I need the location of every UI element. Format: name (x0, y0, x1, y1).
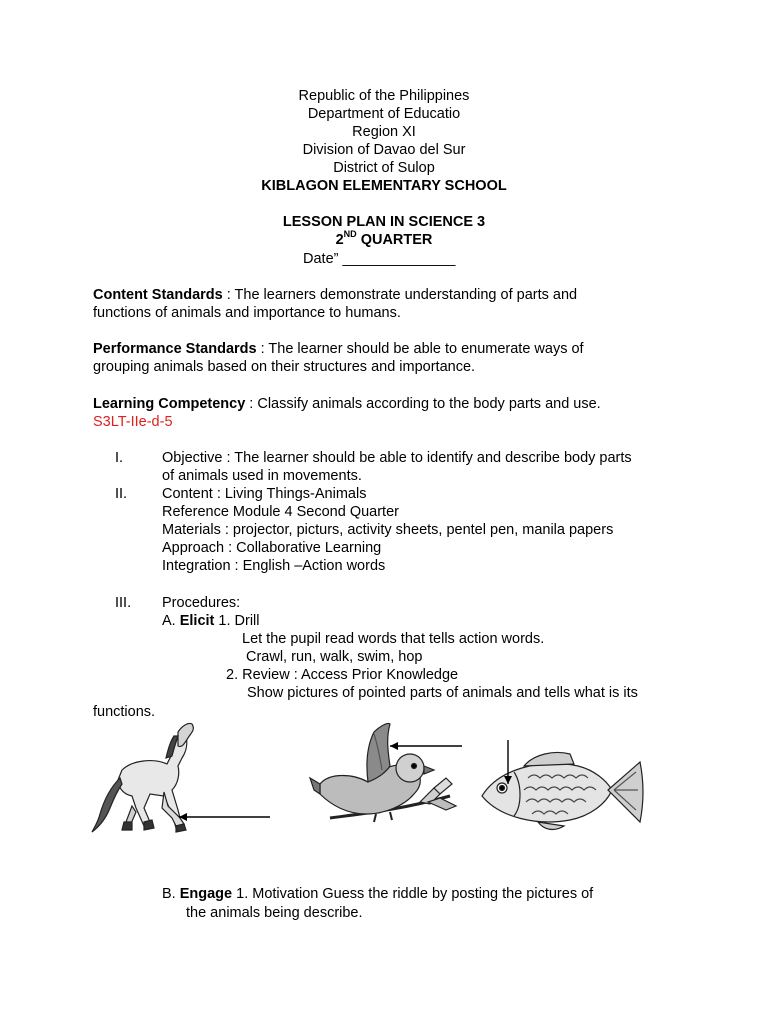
procedure-a-letter: A. (162, 613, 180, 629)
header-district: District of Sulop (333, 160, 435, 176)
content-standards-label: Content Standards (93, 287, 223, 303)
content-line4: Approach : Collaborative Learning (162, 540, 382, 556)
competency-code: S3LT-IIe-d-5 (93, 414, 173, 430)
header-department: Department of Educatio (307, 106, 461, 122)
procedure-a-bold: Elicit (179, 613, 215, 629)
section-ii-number: II. (115, 486, 128, 502)
performance-standards-label: Performance Standards (93, 341, 257, 357)
procedure-b-line (162, 885, 593, 903)
quarter-word: QUARTER (356, 232, 433, 248)
horse-illustration (92, 722, 277, 844)
lesson-title: LESSON PLAN IN SCIENCE 3 (282, 214, 486, 230)
procedures-label: Procedures: (162, 595, 241, 611)
performance-standards-text: : The learner should be able to enumerate ways of (256, 341, 584, 357)
procedure-b-rest: 1. Motivation Guess the riddle by posting the pictures of (232, 886, 594, 902)
header-republic: Republic of the Philippines (298, 88, 470, 104)
content-standards-line1 (93, 286, 577, 304)
school-name: KIBLAGON ELEMENTARY SCHOOL (261, 178, 507, 194)
quarter-number: 2 (335, 232, 344, 248)
quarter-superscript: ND (343, 229, 357, 240)
drill-line1: Let the pupil read words that tells action words. (242, 631, 545, 647)
quarter-title (0, 231, 768, 249)
content-standards-line2: functions of animals and importance to humans. (93, 305, 401, 321)
section-iii-number: III. (115, 595, 132, 611)
review-text-line1: Show pictures of pointed parts of animals and tells what is its (247, 685, 638, 701)
date-line: Date” ______________ (303, 251, 456, 267)
review-line: 2. Review : Access Prior Knowledge (226, 667, 459, 683)
procedure-a-rest: 1. Drill (214, 613, 260, 629)
performance-standards-line2: grouping animals based on their structures and importance. (93, 359, 476, 375)
performance-standards-line1 (93, 340, 584, 358)
header-division: Division of Davao del Sur (302, 142, 466, 158)
learning-competency-text: : Classify animals according to the body parts and use. (245, 396, 601, 412)
content-standards-text: : The learners demonstrate understanding of parts and (222, 287, 578, 303)
drill-line2: Crawl, run, walk, swim, hop (246, 649, 423, 665)
procedure-b-bold: Engage (179, 886, 233, 902)
learning-competency-line (93, 395, 601, 413)
content-line1: Content : Living Things-Animals (162, 486, 367, 502)
section-i-number: I. (115, 450, 124, 466)
bird-illustration (310, 722, 470, 832)
header-region: Region XI (352, 124, 416, 140)
procedure-b-line2: the animals being describe. (186, 905, 363, 921)
objective-line1: Objective : The learner should be able to identify and describe body parts (162, 450, 632, 466)
content-line2: Reference Module 4 Second Quarter (162, 504, 399, 520)
content-line3: Materials : projector, picturs, activity sheets, pentel pen, manila papers (162, 522, 614, 538)
procedure-a-line (162, 612, 260, 630)
learning-competency-label: Learning Competency (93, 396, 246, 412)
review-text-line2: functions. (93, 704, 156, 720)
fish-illustration (478, 738, 646, 834)
content-line5: Integration : English –Action words (162, 558, 386, 574)
procedure-b-letter: B. (162, 886, 180, 902)
objective-line2: of animals used in movements. (162, 468, 362, 484)
